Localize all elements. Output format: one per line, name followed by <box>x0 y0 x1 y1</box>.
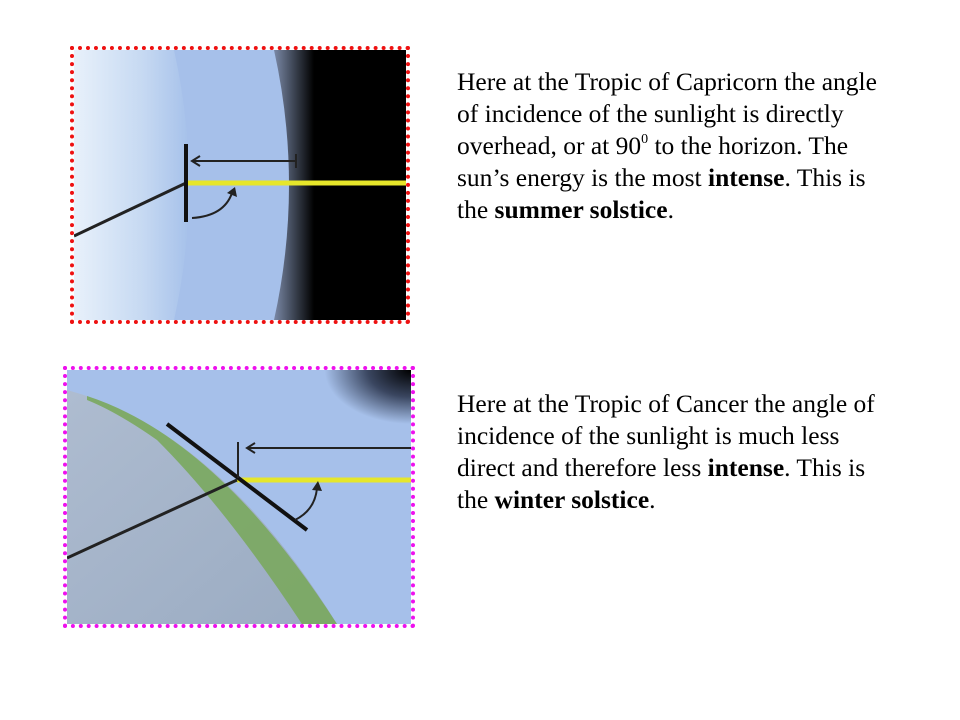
caption-text: to the horizon. The sun’s energy is the most <box>457 131 849 192</box>
caption-text: . This is the <box>457 453 866 514</box>
degree-superscript: 0 <box>641 131 649 147</box>
caption-text: . This is the <box>457 163 866 224</box>
space-corner <box>267 370 411 460</box>
caption-text: . <box>667 195 674 224</box>
caption-text: Here at the Tropic of Capricorn the angle of incidence of the sunlight is directly overhead, or at 90 <box>457 67 877 160</box>
cancer-diagram <box>63 366 415 628</box>
capricorn-diagram <box>70 46 410 324</box>
bold-term-intense: intense <box>707 163 785 192</box>
capricorn-illustration <box>74 50 406 320</box>
caption-text: Here at the Tropic of Cancer the angle of incidence of the sunlight is much less direct and therefore less <box>457 389 875 482</box>
caption-text: . <box>649 485 656 514</box>
cancer-caption <box>457 388 897 516</box>
cancer-illustration <box>67 370 411 624</box>
bold-term-intense: intense <box>707 453 785 482</box>
capricorn-caption <box>457 66 897 226</box>
bold-term-winter-solstice: winter solstice <box>494 485 650 514</box>
earth-surface <box>74 50 189 320</box>
bold-term-summer-solstice: summer solstice <box>494 195 668 224</box>
